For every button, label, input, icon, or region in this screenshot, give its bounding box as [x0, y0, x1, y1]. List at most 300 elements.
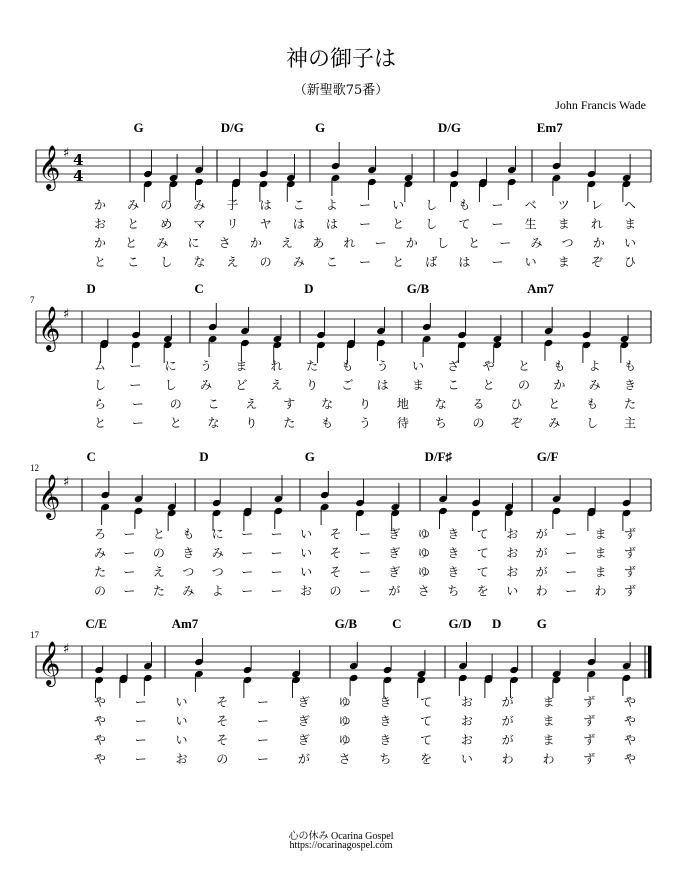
- lyric-syllable: ー: [134, 695, 147, 709]
- lyric-syllable: そ: [329, 546, 342, 560]
- lyric-syllable: は: [259, 198, 272, 212]
- lyric-syllable: し: [160, 255, 173, 269]
- lyric-syllable: ー: [491, 198, 504, 212]
- lyric-syllable: そ: [216, 733, 229, 747]
- lyric-syllable: 子: [226, 198, 239, 212]
- chord-symbol: D/G: [220, 120, 244, 135]
- final-barline-thick: [648, 646, 652, 678]
- lyric-syllable: み: [127, 198, 140, 212]
- lyric-syllable: そ: [329, 565, 342, 579]
- lyric-syllable: ー: [131, 397, 144, 411]
- lyric-syllable: ー: [491, 255, 504, 269]
- lyric-syllable: ー: [134, 752, 147, 766]
- lyric-syllable: ヤ: [259, 217, 272, 231]
- lyric-syllable: ー: [241, 527, 254, 541]
- lyric-syllable: ー: [358, 565, 371, 579]
- lyric-syllable: ー: [358, 255, 371, 269]
- lyric-syllable: て: [476, 565, 489, 579]
- footer-line2: https://ocarinagospel.com: [289, 840, 393, 851]
- lyric-syllable: こ: [207, 397, 220, 411]
- lyric-syllable: え: [152, 565, 165, 579]
- lyric-syllable: ー: [134, 733, 147, 747]
- lyric-syllable: つ: [211, 565, 224, 579]
- lyric-syllable: ー: [491, 217, 504, 231]
- treble-clef-icon: 𝄞: [38, 474, 61, 518]
- lyric-syllable: ず: [623, 527, 636, 541]
- measure-number: 12: [30, 463, 39, 473]
- lyric-syllable: ー: [270, 527, 283, 541]
- lyric-syllable: い: [175, 714, 188, 728]
- lyric-syllable: ず: [583, 733, 596, 747]
- lyric-syllable: ま: [594, 565, 607, 579]
- lyric-syllable: て: [458, 217, 471, 231]
- chord-symbol: C: [86, 449, 96, 464]
- lyric-syllable: そ: [329, 527, 342, 541]
- lyric-syllable: あ: [312, 236, 325, 250]
- lyric-syllable: が: [501, 733, 514, 747]
- lyric-syllable: ム: [93, 359, 106, 373]
- lyric-syllable: ー: [257, 733, 270, 747]
- lyric-syllable: し: [586, 416, 599, 430]
- lyric-syllable: の: [93, 584, 106, 598]
- lyric-syllable: よ: [588, 359, 601, 373]
- lyric-syllable: よ: [211, 584, 224, 598]
- lyric-syllable: ま: [542, 695, 555, 709]
- lyric-syllable: お: [506, 546, 519, 560]
- lyric-syllable: き: [447, 565, 460, 579]
- lyric-syllable: お: [175, 752, 188, 766]
- lyric-syllable: リ: [226, 217, 239, 231]
- lyric-syllable: ー: [358, 527, 371, 541]
- lyric-syllable: ー: [257, 752, 270, 766]
- lyric-syllable: ら: [93, 397, 106, 411]
- lyric-syllable: み: [548, 416, 561, 430]
- lyric-syllable: の: [169, 397, 182, 411]
- lyric-syllable: の: [517, 378, 530, 392]
- lyric-syllable: を: [420, 752, 433, 766]
- footer-line1: 心の休み Ocarina Gospel: [288, 831, 394, 842]
- lyric-syllable: レ: [590, 198, 603, 212]
- lyric-syllable: な: [207, 416, 220, 430]
- lyric-syllable: は: [292, 217, 305, 231]
- lyric-syllable: 待: [396, 416, 409, 430]
- lyric-syllable: す: [283, 397, 296, 411]
- lyric-syllable: か: [553, 378, 566, 392]
- lyric-syllable: を: [476, 584, 489, 598]
- lyric-syllable: と: [169, 416, 182, 430]
- chord-symbol: G: [536, 616, 547, 631]
- lyric-syllable: も: [586, 397, 599, 411]
- lyric-syllable: ず: [623, 565, 636, 579]
- lyric-syllable: か: [93, 198, 106, 212]
- lyric-syllable: ろ: [93, 527, 106, 541]
- lyric-syllable: ー: [270, 565, 283, 579]
- lyric-syllable: ち: [434, 416, 447, 430]
- lyric-syllable: は: [325, 217, 338, 231]
- lyric-syllable: ー: [257, 695, 270, 709]
- lyric-syllable: き: [379, 714, 392, 728]
- lyric-syllable: な: [434, 397, 447, 411]
- lyric-syllable: ヘ: [623, 198, 636, 212]
- lyric-syllable: と: [517, 359, 530, 373]
- lyric-syllable: み: [156, 236, 169, 250]
- lyric-syllable: り: [245, 416, 258, 430]
- time-signature-top: 4: [73, 151, 84, 169]
- lyric-syllable: れ: [270, 359, 283, 373]
- lyric-syllable: ー: [123, 565, 136, 579]
- lyric-syllable: ー: [358, 546, 371, 560]
- lyric-syllable: み: [199, 378, 212, 392]
- chord-symbol: C: [194, 281, 204, 296]
- lyric-syllable: ち: [379, 752, 392, 766]
- lyric-syllable: つ: [561, 236, 574, 250]
- lyric-syllable: ー: [358, 198, 371, 212]
- lyric-syllable: め: [160, 217, 173, 231]
- lyric-syllable: と: [468, 236, 481, 250]
- lyric-syllable: 主: [623, 416, 636, 430]
- lyric-syllable: ー: [565, 527, 578, 541]
- lyric-syllable: が: [388, 584, 401, 598]
- lyric-syllable: ー: [123, 527, 136, 541]
- lyric-syllable: る: [472, 397, 485, 411]
- song-subtitle: （新聖歌75番）: [293, 83, 389, 98]
- lyric-syllable: い: [175, 695, 188, 709]
- lyric-syllable: し: [164, 378, 177, 392]
- lyric-syllable: て: [420, 733, 433, 747]
- lyric-syllable: り: [358, 397, 371, 411]
- lyric-syllable: と: [93, 416, 106, 430]
- lyric-syllable: も: [458, 198, 471, 212]
- time-signature-bottom: 4: [73, 167, 84, 185]
- lyric-syllable: ざ: [447, 359, 460, 373]
- lyric-syllable: こ: [447, 378, 460, 392]
- lyric-syllable: い: [524, 255, 537, 269]
- chord-symbol: G/B: [334, 616, 357, 631]
- lyric-syllable: ず: [583, 695, 596, 709]
- lyric-syllable: さ: [417, 584, 430, 598]
- lyric-syllable: か: [93, 236, 106, 250]
- lyric-syllable: ー: [123, 584, 136, 598]
- lyric-syllable: ひ: [510, 397, 523, 411]
- lyric-syllable: ま: [411, 378, 424, 392]
- lyric-syllable: ー: [241, 565, 254, 579]
- lyric-syllable: ち: [447, 584, 460, 598]
- lyric-syllable: は: [376, 378, 389, 392]
- treble-clef-icon: 𝄞: [38, 145, 61, 189]
- lyric-syllable: み: [211, 546, 224, 560]
- lyric-syllable: と: [127, 217, 140, 231]
- lyric-syllable: ぎ: [388, 527, 401, 541]
- lyric-syllable: こ: [325, 255, 338, 269]
- lyric-syllable: や: [623, 733, 636, 747]
- lyric-syllable: の: [259, 255, 272, 269]
- lyric-syllable: ー: [358, 584, 371, 598]
- lyric-syllable: え: [245, 397, 258, 411]
- lyric-syllable: ず: [623, 546, 636, 560]
- lyric-syllable: お: [460, 714, 473, 728]
- lyric-syllable: う: [358, 416, 371, 430]
- lyric-syllable: み: [182, 584, 195, 598]
- lyric-syllable: の: [152, 546, 165, 560]
- lyric-syllable: と: [125, 236, 138, 250]
- lyric-syllable: ー: [241, 546, 254, 560]
- lyric-syllable: て: [476, 527, 489, 541]
- lyric-syllable: ず: [583, 714, 596, 728]
- lyric-syllable: り: [305, 378, 318, 392]
- lyric-syllable: ま: [235, 359, 248, 373]
- lyric-syllable: ゆ: [338, 733, 351, 747]
- lyric-syllable: ー: [499, 236, 512, 250]
- lyric-syllable: が: [297, 752, 310, 766]
- lyric-syllable: お: [460, 733, 473, 747]
- lyric-syllable: ゆ: [417, 565, 430, 579]
- lyric-syllable: し: [425, 198, 438, 212]
- lyric-syllable: い: [300, 546, 313, 560]
- lyric-syllable: に: [211, 527, 224, 541]
- chord-symbol: D: [491, 616, 502, 631]
- lyric-syllable: い: [300, 527, 313, 541]
- lyric-syllable: の: [329, 584, 342, 598]
- lyric-syllable: い: [460, 752, 473, 766]
- lyric-syllable: こ: [292, 198, 305, 212]
- lyric-syllable: ー: [270, 546, 283, 560]
- lyric-syllable: い: [506, 584, 519, 598]
- lyric-syllable: き: [447, 546, 460, 560]
- chord-symbol: G/F: [536, 449, 559, 464]
- lyric-syllable: か: [405, 236, 418, 250]
- chord-symbol: Am7: [527, 281, 554, 296]
- lyric-syllable: も: [182, 527, 195, 541]
- chord-symbol: D/G: [437, 120, 462, 135]
- key-signature-sharp-icon: ♯: [63, 475, 70, 490]
- lyric-syllable: き: [379, 733, 392, 747]
- lyric-syllable: ベ: [524, 198, 537, 212]
- lyric-syllable: た: [283, 416, 296, 430]
- lyric-syllable: は: [458, 255, 471, 269]
- lyric-syllable: ぎ: [297, 714, 310, 728]
- lyric-syllable: や: [93, 752, 106, 766]
- lyric-syllable: に: [187, 236, 200, 250]
- lyric-syllable: ー: [129, 359, 142, 373]
- lyric-syllable: し: [436, 236, 449, 250]
- lyric-syllable: の: [160, 198, 173, 212]
- lyric-syllable: ま: [557, 217, 570, 231]
- lyric-syllable: み: [530, 236, 543, 250]
- lyric-syllable: わ: [594, 584, 607, 598]
- lyric-syllable: ぞ: [590, 255, 603, 269]
- chord-symbol: D/F♯: [424, 449, 452, 464]
- lyric-syllable: た: [93, 565, 106, 579]
- chord-symbol: G: [304, 449, 315, 464]
- chord-symbol: C/E: [85, 616, 107, 631]
- lyric-syllable: ず: [583, 752, 596, 766]
- lyric-syllable: れ: [343, 236, 356, 250]
- lyric-syllable: さ: [338, 752, 351, 766]
- lyric-syllable: い: [392, 198, 405, 212]
- lyric-syllable: や: [623, 752, 636, 766]
- lyric-syllable: み: [588, 378, 601, 392]
- chord-symbol: D: [199, 449, 209, 464]
- lyric-syllable: 地: [396, 397, 409, 411]
- lyric-syllable: ま: [542, 733, 555, 747]
- lyric-syllable: お: [506, 527, 519, 541]
- lyric-syllable: マ: [193, 217, 206, 231]
- lyric-syllable: み: [193, 198, 206, 212]
- lyric-syllable: う: [199, 359, 212, 373]
- lyric-syllable: き: [623, 378, 636, 392]
- lyric-syllable: き: [182, 546, 195, 560]
- key-signature-sharp-icon: ♯: [63, 642, 70, 657]
- lyric-syllable: ー: [123, 546, 136, 560]
- lyric-syllable: や: [623, 695, 636, 709]
- lyric-syllable: た: [152, 584, 165, 598]
- lyric-syllable: た: [623, 397, 636, 411]
- lyric-syllable: き: [447, 527, 460, 541]
- lyric-syllable: ー: [134, 714, 147, 728]
- lyric-syllable: さ: [218, 236, 231, 250]
- lyric-syllable: い: [411, 359, 424, 373]
- lyric-syllable: う: [376, 359, 389, 373]
- lyric-syllable: が: [535, 546, 548, 560]
- lyric-syllable: え: [226, 255, 239, 269]
- song-title: 神の御子は: [285, 47, 396, 72]
- lyric-syllable: そ: [216, 714, 229, 728]
- lyric-syllable: て: [476, 546, 489, 560]
- lyric-syllable: や: [93, 714, 106, 728]
- lyric-syllable: お: [93, 217, 106, 231]
- lyric-syllable: か: [249, 236, 262, 250]
- lyric-syllable: し: [425, 217, 438, 231]
- lyric-syllable: と: [93, 255, 106, 269]
- lyric-syllable: ー: [129, 378, 142, 392]
- lyric-syllable: ま: [594, 527, 607, 541]
- lyric-syllable: ぞ: [510, 416, 523, 430]
- measure-number: 17: [30, 630, 39, 640]
- lyric-syllable: わ: [535, 584, 548, 598]
- lyric-syllable: よ: [325, 198, 338, 212]
- lyric-syllable: ぎ: [297, 695, 310, 709]
- lyric-syllable: も: [341, 359, 354, 373]
- measure-number: 7: [30, 295, 35, 305]
- key-signature-sharp-icon: ♯: [63, 307, 70, 322]
- lyric-syllable: ゆ: [417, 546, 430, 560]
- treble-clef-icon: 𝄞: [38, 306, 61, 350]
- lyric-syllable: え: [270, 378, 283, 392]
- lyric-syllable: も: [553, 359, 566, 373]
- lyric-syllable: い: [623, 236, 636, 250]
- lyric-syllable: ー: [241, 584, 254, 598]
- chord-symbol: Em7: [536, 120, 563, 135]
- lyric-syllable: ひ: [623, 255, 636, 269]
- lyric-syllable: ー: [565, 546, 578, 560]
- lyric-syllable: お: [300, 584, 313, 598]
- lyric-syllable: が: [535, 527, 548, 541]
- lyric-syllable: の: [472, 416, 485, 430]
- lyric-syllable: ど: [235, 378, 248, 392]
- lyric-syllable: わ: [501, 752, 514, 766]
- lyric-syllable: つ: [182, 565, 195, 579]
- lyric-syllable: や: [93, 733, 106, 747]
- chord-symbol: G: [314, 120, 326, 135]
- lyric-syllable: ゆ: [338, 695, 351, 709]
- lyric-syllable: お: [460, 695, 473, 709]
- lyric-syllable: と: [482, 378, 495, 392]
- lyric-syllable: と: [392, 255, 405, 269]
- treble-clef-icon: 𝄞: [38, 641, 61, 685]
- lyric-syllable: が: [501, 695, 514, 709]
- lyric-syllable: て: [420, 695, 433, 709]
- lyric-syllable: ゆ: [338, 714, 351, 728]
- lyric-syllable: ぎ: [388, 565, 401, 579]
- lyric-syllable: ぎ: [297, 733, 310, 747]
- lyric-syllable: ー: [374, 236, 387, 250]
- lyric-syllable: か: [592, 236, 605, 250]
- chord-symbol: G: [133, 120, 144, 135]
- lyric-syllable: い: [175, 733, 188, 747]
- lyric-syllable: も: [321, 416, 334, 430]
- composer-name: John Francis Wade: [555, 98, 646, 112]
- lyric-syllable: な: [321, 397, 334, 411]
- chord-symbol: D: [86, 281, 96, 296]
- lyric-syllable: ー: [257, 714, 270, 728]
- lyric-syllable: の: [216, 752, 229, 766]
- lyric-syllable: ま: [623, 217, 636, 231]
- lyric-syllable: ご: [341, 378, 354, 392]
- lyric-syllable: て: [420, 714, 433, 728]
- lyric-syllable: ば: [425, 255, 438, 269]
- lyric-syllable: ま: [542, 714, 555, 728]
- lyric-syllable: も: [623, 359, 636, 373]
- lyric-syllable: ゆ: [417, 527, 430, 541]
- chord-symbol: C: [392, 616, 402, 631]
- key-signature-sharp-icon: ♯: [63, 146, 70, 161]
- lyric-syllable: ま: [594, 546, 607, 560]
- lyric-syllable: え: [281, 236, 294, 250]
- chord-symbol: Am7: [171, 616, 199, 631]
- lyric-syllable: い: [300, 565, 313, 579]
- lyric-syllable: し: [93, 378, 106, 392]
- lyric-syllable: お: [506, 565, 519, 579]
- lyric-syllable: や: [93, 695, 106, 709]
- lyric-syllable: こ: [127, 255, 140, 269]
- lyric-syllable: ー: [270, 584, 283, 598]
- lyric-syllable: な: [193, 255, 206, 269]
- lyric-syllable: ー: [565, 565, 578, 579]
- lyric-syllable: れ: [590, 217, 603, 231]
- lyric-syllable: が: [535, 565, 548, 579]
- lyric-syllable: と: [392, 217, 405, 231]
- lyric-syllable: そ: [216, 695, 229, 709]
- chord-symbol: D: [304, 281, 314, 296]
- lyric-syllable: ー: [358, 217, 371, 231]
- lyric-syllable: ず: [623, 584, 636, 598]
- lyric-syllable: が: [501, 714, 514, 728]
- lyric-syllable: ツ: [557, 198, 570, 212]
- lyric-syllable: ぎ: [388, 546, 401, 560]
- lyric-syllable: き: [379, 695, 392, 709]
- lyric-syllable: 生: [524, 217, 537, 231]
- lyric-syllable: わ: [542, 752, 555, 766]
- lyric-syllable: ま: [557, 255, 570, 269]
- lyric-syllable: ー: [565, 584, 578, 598]
- lyric-syllable: や: [623, 714, 636, 728]
- chord-symbol: G/B: [406, 281, 430, 296]
- lyric-syllable: み: [292, 255, 305, 269]
- lyric-syllable: た: [305, 359, 318, 373]
- lyric-syllable: と: [152, 527, 165, 541]
- lyric-syllable: や: [482, 359, 495, 373]
- lyric-syllable: に: [164, 359, 177, 373]
